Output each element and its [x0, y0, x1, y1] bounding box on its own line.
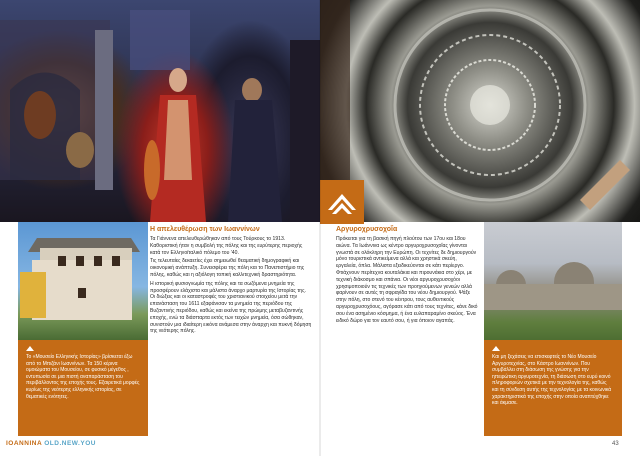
- right-section-body: Πρόκειται για τη βασική πηγή πλούτου των 17ου και 18ου αιώνα. Τα Ιωάννινα ως κέντρο αργυροχρυσοχοΐας γίνονται γνωστά σε ολόκληρη την Ευρώπη. Οι τεχνίτες δε δημιουργούν μόνο τουριστικά αντικείμενα αλλά και χρηστικά σκεύη, εργαλεία, όπλα. Μάλιστα εξειδικεύονται σε κάτι περίεργο. Φτιάχνουν περίτεχνα κουταλάκια και πιρουνάκια στο χέρι, με τεχνική διάκοσμο και σπάνια. Οι νέοι αργυροχρυσοχόοι χρησιμοποιούν τις τεχνικές των προηγούμενων γενεών αλλά φαρίνουν σε αυτές τη σφραγίδα του νέου δημιουργού. Ψάξε στην πόλη, στο στενό του κέντρου, τους αυθεντικούς αργυροχρυσοχόους, αγόρασε κάτι από τους τεχνίτες, κάνε δικό σου ένα ασημένιο κόσμημα, ή ένα ευλαπαραμίνο σκεύος. Ένα ειδικό δώρο για τον εαυτό σου, ή για όποιον αγαπάς.: [336, 236, 478, 324]
- mansion-photo: [18, 222, 148, 340]
- left-caption-box: [18, 340, 148, 436]
- wax-museum-illustration: [0, 0, 320, 222]
- left-body-paragraph: Τις τελευταίες δεκαετίες έχει σημειωθεί θεαματική δημογραφική και οικονομική ανάπτυξη. Συνεισφέρει της πόλη και το Πανεπιστήμιο της πόλης, καθώς και η αξιόλογη τοπική καλλιτεχνική δραστηριότητα.: [150, 258, 305, 278]
- chevron-logo-icon: [320, 180, 364, 224]
- brand-place: IOANNINA: [6, 440, 42, 447]
- house-window: [112, 256, 120, 266]
- footer-brand: [6, 440, 96, 447]
- caption-pointer-icon: [492, 346, 500, 351]
- house-window: [94, 256, 102, 266]
- caption-pointer-icon: [26, 346, 34, 351]
- left-section-body: [150, 236, 312, 337]
- chevron-logo-badge: [320, 180, 364, 224]
- left-section-heading: Η απελευθέρωση των Ιωαννίνων: [150, 226, 260, 233]
- house-window: [78, 288, 86, 298]
- brand-tagline: OLD.NEW.YOU: [44, 440, 96, 447]
- castle-photo: [484, 222, 622, 340]
- house-window: [76, 256, 84, 266]
- right-caption-box: [484, 340, 622, 436]
- house-window: [58, 256, 66, 266]
- right-section-heading: Αργυροχρυσοχοΐα: [336, 226, 398, 233]
- page-number: 43: [612, 441, 619, 447]
- fortress-wall: [484, 284, 622, 310]
- left-body-paragraph: Τα Γιάννενα απελευθερώθηκαν από τους Τούρκους το 1913. Καθοριστική ήταν η συμβολή της πόλης και της ευρύτερης περιοχής κατά τον Ελληνοϊταλικό πόλεμο του '40.: [150, 236, 303, 256]
- left-caption-text: Το «Μουσείο Ελληνικής Ιστορίας» βρίσκεται έξω από το Μπιζάνι Ιωαννίνων. Τα 150 κέρινα ομοιώματα του Μουσείου, σε φυσικό μέγεθος , εντυπωσία σε μια πιστή αναπαράσταση του περιβάλλοντος της εποχής τους. Εξαιρετικά μορφές κυρίως της νεότερης ελληνικής ιστορίας, σε θεματικές ενότητες.: [26, 354, 140, 400]
- wax-museum-photo: [0, 0, 320, 222]
- silver-filigree-photo: [320, 0, 640, 222]
- page-gutter: [319, 0, 321, 456]
- filigree-illustration: [320, 0, 640, 222]
- right-caption-text: Και μη ξεχάσεις να επισκεφτείς το Νέο Μουσείο Αργυροτεχνίας, στο Κάστρο Ιωαννίνων. Που συμβάλλει στη διάσωση της γνώσης για την ηπειρώτικη αργυροτεχνία, τη διάσωση στο ευρύ κοινό πληροφοριών σχετικά με την τεχνολογία της, καθώς και τη σύνδεση αυτής της τεχνολογίας με τα κοινωνικά χαρακτηριστικά της εποχής στην οποία αναπτύχθηκε και άκμασε.: [492, 354, 612, 407]
- left-body-paragraph: Η ιστορική φυσιογνωμία της πόλης και τα σωζόμενα μνημεία της προσφέρουν ελάχιστα και μάλιστα άναρχο μαρτυρία της Ιστορίας της. Οι διώξεις και οι καταστροφές του χριστιανικού στοιχείου μετά την επανάσταση του 1611 εξαφάνισαν τα μνημεία της περιόδου της Βυζαντινής περιόδου, καθώς και εκείνα της πρώιμης μεταβυζαντινής εποχής, ενώ τα διάσπαρτα εκτός των τειχών μνημεία, όσα σώθηκαν, συνιστούν μια ιδιαίτερη εικόνα ανάμεσα στην άναρχη και πυκνή δόμηση της νεότερης πόλης.: [150, 280, 312, 335]
- house-yellow-wing: [20, 272, 46, 318]
